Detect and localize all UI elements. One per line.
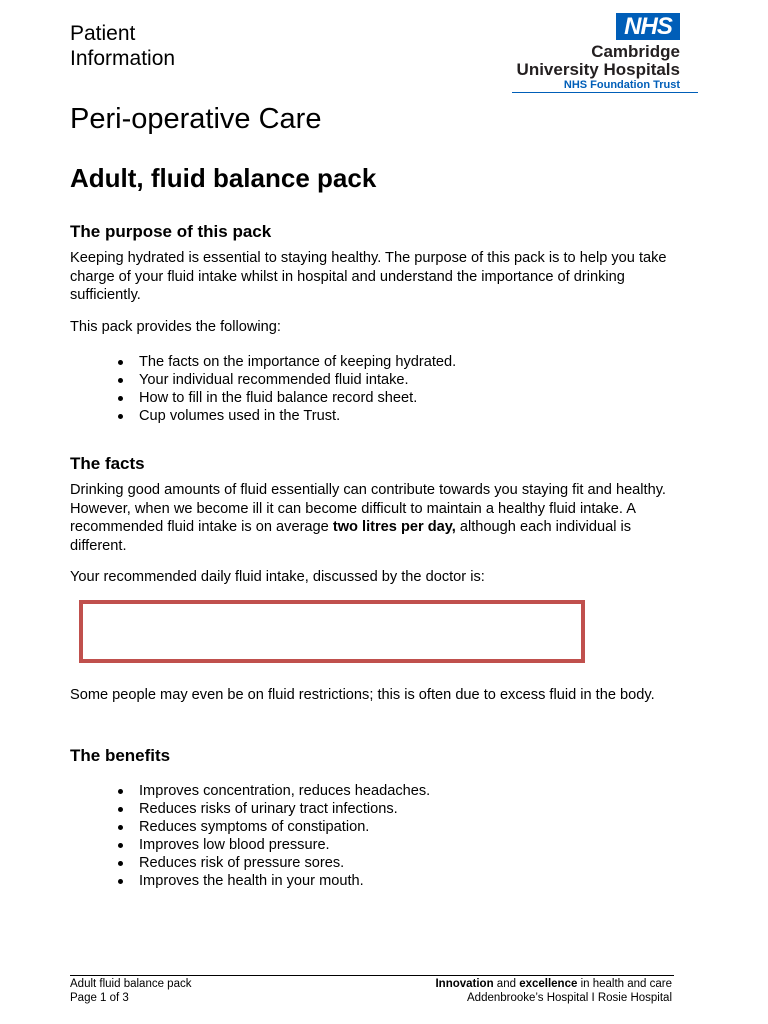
purpose-list: [116, 353, 456, 425]
list-item: Improves concentration, reduces headaches.: [116, 782, 430, 800]
purpose-heading: The purpose of this pack: [70, 222, 272, 241]
list-item: Reduces risk of pressure sores.: [116, 854, 430, 872]
footer-divider: [70, 975, 674, 976]
list-item: The facts on the importance of keeping hydrated.: [116, 353, 456, 371]
footer-tagline: [435, 977, 672, 991]
tagline-bold-innovation: Innovation: [435, 978, 494, 990]
recommended-intake-box[interactable]: [79, 600, 585, 663]
footer-hospitals: Addenbrooke’s Hospital I Rosie Hospital: [467, 992, 672, 1004]
list-item: Cup volumes used in the Trust.: [116, 407, 456, 425]
list-item: Reduces symptoms of constipation.: [116, 818, 430, 836]
patient-info-line2: Information: [70, 47, 176, 70]
footer-doc-name: Adult fluid balance pack: [70, 978, 192, 990]
list-item: Your individual recommended fluid intake.: [116, 371, 456, 389]
purpose-intro: This pack provides the following:: [70, 319, 281, 335]
list-item: Reduces risks of urinary tract infections.: [116, 800, 430, 818]
facts-paragraph: [70, 481, 690, 555]
list-item: Improves low blood pressure.: [116, 836, 430, 854]
facts-text-part1: Drinking good amounts of fluid essentially can contribute towards you staying fit and healthy. However, when we become ill it can become difficult to maintain a healthy fluid intake. A recommended fluid intake is on average: [70, 482, 666, 535]
footer-page-number: Page 1 of 3: [70, 992, 129, 1004]
recommended-intake-label: Your recommended daily fluid intake, discussed by the doctor is:: [70, 569, 485, 585]
benefits-list: [116, 782, 430, 890]
tagline-rest: in health and care: [577, 978, 672, 990]
tagline-and: and: [493, 978, 520, 990]
nhs-logo: [512, 13, 698, 93]
footer-left: [70, 977, 191, 1005]
logo-trust-name: NHS Foundation Trust: [563, 79, 680, 91]
logo-org-line2: University Hospitals: [516, 60, 680, 79]
logo-org-line1: Cambridge: [591, 42, 680, 61]
logo-divider: [512, 92, 698, 93]
facts-text-bold: two litres per day,: [332, 519, 456, 535]
purpose-paragraph: Keeping hydrated is essential to staying healthy. The purpose of this pack is to help you take charge of your fluid intake whilst in hospital and understand the importance of drinking sufficiently.: [70, 250, 667, 303]
page-subtitle: Adult, fluid balance pack: [70, 163, 377, 193]
page-title: Peri-operative Care: [70, 103, 322, 135]
footer-right: [435, 977, 672, 1005]
restrictions-paragraph: Some people may even be on fluid restrictions; this is often due to excess fluid in the body.: [70, 687, 655, 703]
benefits-heading: The benefits: [70, 746, 171, 765]
patient-information-label: [70, 21, 175, 71]
facts-heading: The facts: [70, 454, 145, 473]
tagline-bold-excellence: excellence: [519, 978, 578, 990]
patient-info-line1: Patient: [70, 22, 136, 45]
list-item: Improves the health in your mouth.: [116, 872, 430, 890]
facts-text-part2: although each individual is different.: [70, 519, 632, 554]
nhs-badge-icon: NHS: [616, 13, 680, 40]
list-item: How to fill in the fluid balance record sheet.: [116, 389, 456, 407]
